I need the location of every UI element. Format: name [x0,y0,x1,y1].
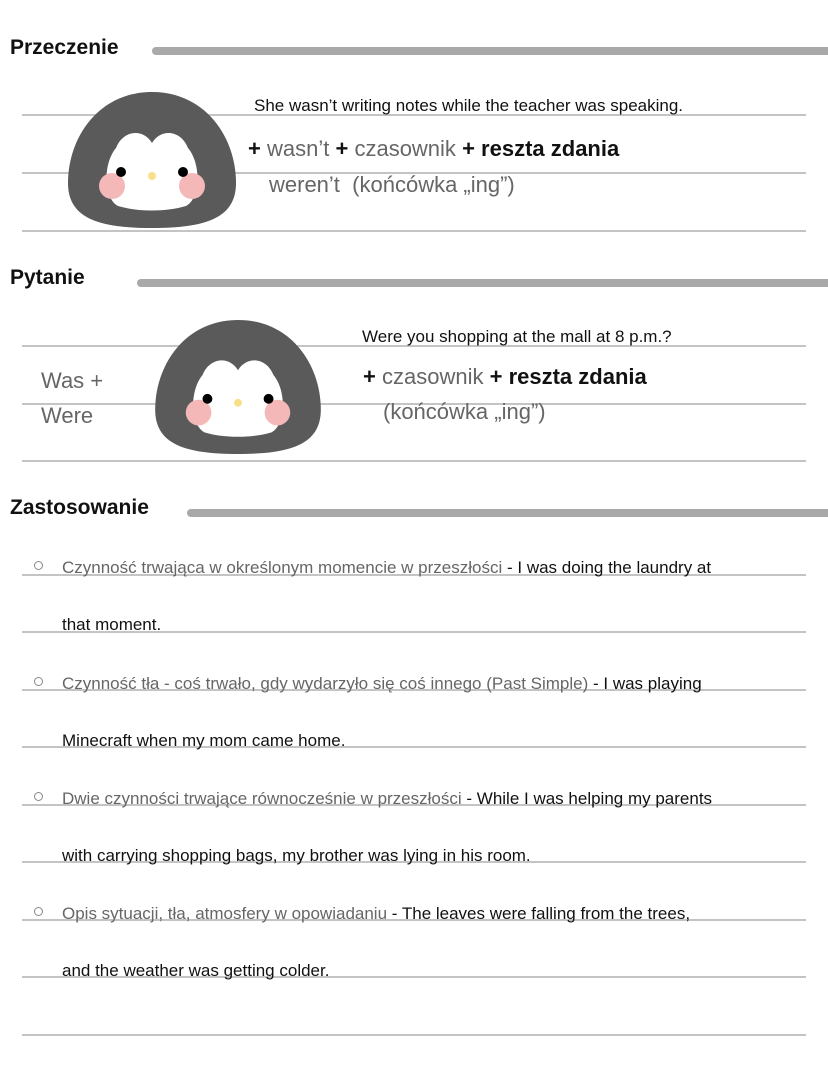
ing-note: (końcówka „ing”) [352,172,515,197]
section-title-question: Pytanie [10,266,85,289]
usage-example: - I was doing the laundry at [506,558,712,577]
verb-label: czasownik [381,364,484,389]
question-aux-was: Was + [41,368,104,393]
plus-sign: + [462,136,475,161]
ruled-line [22,460,806,462]
usage-example: - While I was helping my parents [466,789,713,808]
section-divider-bar [187,509,828,517]
usage-example-cont: with carrying shopping bags, my brother was lying in his room. [62,846,531,865]
question-example: Were you shopping at the mall at 8 p.m.? [362,327,672,346]
usage-example-cont: Minecraft when my mom came home. [62,731,346,750]
question-formula [363,364,647,390]
penguin-icon [152,316,324,456]
section-divider-bar [137,279,828,287]
section-title-negation: Przeczenie [10,36,119,59]
plus-sign: + [335,136,349,161]
usage-desc: Czynność trwająca w określonym momencie w przeszłości [62,558,503,577]
section-title-usage: Zastosowanie [10,496,149,519]
ruled-line [22,230,806,232]
rest-label: reszta zdania [481,136,620,161]
usage-desc: Czynność tła - coś trwało, gdy wydarzyło się coś innego (Past Simple) [62,674,589,693]
usage-example-cont: and the weather was getting colder. [62,961,330,980]
bullet-icon [34,792,43,801]
bullet-icon [34,907,43,916]
usage-example: - I was playing [593,674,702,693]
rest-label: reszta zdania [508,364,647,389]
usage-example-cont: that moment. [62,615,162,634]
aux-wasnt: wasn’t [266,136,330,161]
ruled-line [22,1034,806,1036]
usage-desc: Dwie czynności trwające równocześnie w przeszłości [62,789,462,808]
usage-line1 [62,789,712,809]
usage-example: - The leaves were falling from the trees, [391,904,691,923]
bullet-icon [34,677,43,686]
negation-example: She wasn’t writing notes while the teacher was speaking. [254,96,684,115]
usage-line1 [62,674,702,694]
usage-line1 [62,904,690,924]
verb-label: czasownik [354,136,456,161]
plus-sign: + [248,136,261,161]
plus-sign: + [489,364,503,389]
negation-formula [248,136,619,162]
question-aux-were: Were [41,403,94,428]
usage-desc: Opis sytuacji, tła, atmosfery w opowiadaniu [62,904,388,923]
usage-line1 [62,558,711,578]
ing-note: (końcówka „ing”) [383,399,546,424]
plus-sign: + [363,364,376,389]
penguin-icon [66,88,238,230]
bullet-icon [34,561,43,570]
negation-formula-line2 [269,172,515,198]
section-divider-bar [152,47,828,55]
aux-werent: weren’t [269,172,340,197]
